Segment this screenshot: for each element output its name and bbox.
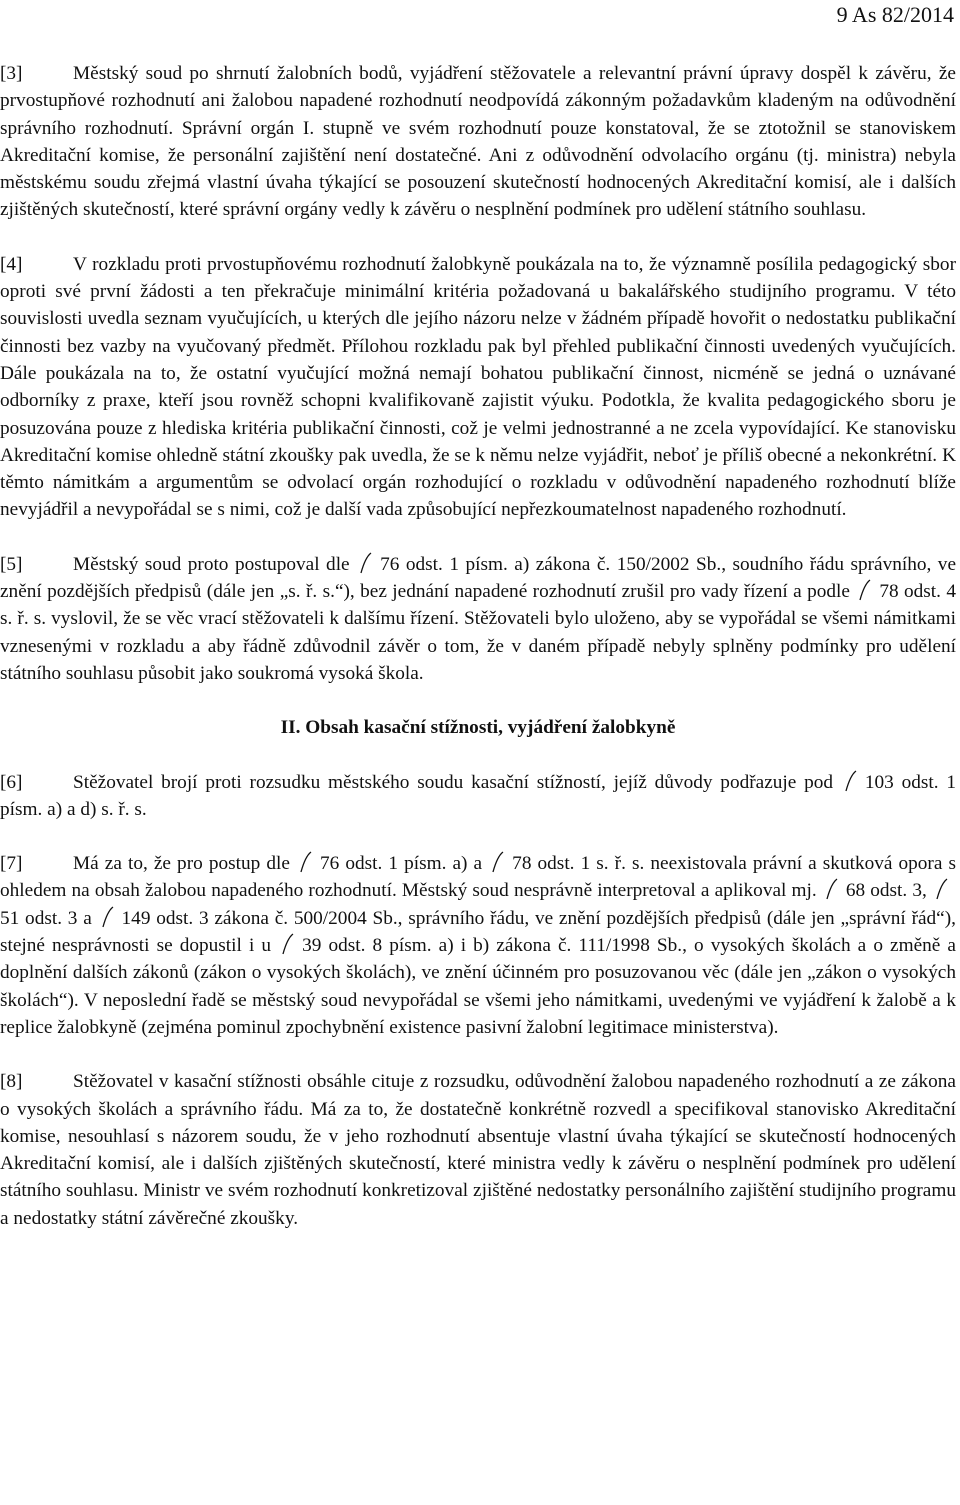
section-sign-icon	[100, 906, 116, 928]
section-sign-icon	[358, 552, 374, 574]
section-sign-icon	[280, 933, 296, 955]
section-sign-icon	[934, 878, 950, 900]
section-sign-icon	[298, 851, 314, 873]
paragraph-text: Má za to, že pro postup dle	[73, 853, 296, 875]
paragraph-number: [6]	[0, 771, 23, 793]
paragraph-text: 51 odst. 3 a	[0, 907, 98, 929]
paragraph-number: [8]	[0, 1071, 23, 1093]
paragraph-number: [7]	[0, 853, 23, 875]
paragraph	[0, 60, 956, 224]
paragraph-text: 78 odst. 1 s. ř. s. neexistovala právní a skutková opora s ohledem na obsah žalobou napadeného rozhodnutí. Městský soud nesprávně interpretoval a aplikoval mj.	[0, 853, 956, 902]
document-body	[0, 60, 956, 1259]
paragraph	[0, 251, 956, 524]
case-number: 9 As 82/2014	[836, 2, 954, 27]
paragraph-text: 76 odst. 1 písm. a) a	[319, 853, 489, 875]
paragraph-text: V rozkladu proti prvostupňovému rozhodnutí žalobkyně poukázala na to, že významně posílila pedagogický sbor oproti své první žádosti a ten překračuje minimální kritéria požadovaná u bakalářského studijního programu. V této souvislosti uvedla seznam vyučujících, u kterých dle jejího názoru nelze v žádném případě hovořit o nedostatku publikační činnosti bez vazby na vyučovaný předmět. Přílohou rozkladu pak byl přehled publikační činnosti uvedených vyučujících. Dále poukázala na to, že ostatní vyučující možná nemají bohatou publikační činnost, nicméně se jedná o uznávané odborníky z praxe, kteří jsou rovněž schopni kvalifikovaně zajistit výuku. Podotkla, že kvalita pedagogického sboru je posuzována pouze z hlediska kritéria publikační činnosti, což je velmi jednostranné a ne zcela vypovídající. Ke stanovisku Akreditační komise ohledně státní zkoušky pak uvedla, že se k němu nelze vyjádřit, neboť je příliš obecné a nekonkrétní. K těmto námitkám a argumentům se odvolací orgán rozhodující o rozkladu v odůvodnění napadeného rozhodnutí blíže nevyjádřil a nevypořádal se s nimi, což je další vada způsobující nepřezkoumatelnost napadeného rozhodnutí.	[0, 253, 956, 521]
paragraph-text: Stěžovatel brojí proti rozsudku městského soudu kasační stížností, jejíž důvody podřazuje pod	[73, 771, 841, 793]
paragraph-number: [4]	[0, 253, 23, 275]
paragraph-text: 149 odst. 3 zákona č. 500/2004 Sb., správního řádu, ve znění pozdějších předpisů (dále jen „správní řád“), stejné nesprávnosti se dopustil i u	[0, 907, 956, 957]
paragraph-text: 39 odst. 8 písm. a) i b) zákona č. 111/1998 Sb., o vysokých školách a o změně a doplnění dalších zákonů (zákon o vysokých školách), ve znění účinném pro posuzovanou věc (dále jen „zákon o vysokých školách“). V neposlední řadě se městský soud nevypořádal se všemi jeho námitkami, uvedenými ve vyjádření k žalobě a k replice žalobkyně (zejména pominul zpochybnění existence pasivní žalobní legitimace ministerstva).	[0, 935, 956, 1038]
section-sign-icon	[490, 851, 506, 873]
paragraph-number: [3]	[0, 63, 23, 84]
section-sign-icon	[843, 770, 859, 792]
paragraph	[0, 769, 956, 824]
paragraph-text: 68 odst. 3,	[845, 880, 932, 902]
paragraph-text: 78 odst. 4 s. ř. s. vyslovil, že se věc vrací stěžovateli k dalšímu řízení. Stěžovateli bylo uloženo, aby se vypořádal se všemi námitkami vznesenými v rozkladu a aby řádně zdůvodnil závěr o tom, že v daném případě nebyly splněny podmínky pro udělení státního souhlasu působit jako soukromá vysoká škola.	[0, 581, 956, 684]
section-sign-icon	[824, 878, 840, 900]
paragraph-text: Městský soud proto postupoval dle	[73, 553, 357, 575]
paragraph-text: Stěžovatel v kasační stížnosti obsáhle cituje z rozsudku, odůvodnění žalobou napadeného rozhodnutí a ze zákona o vysokých školách a správního řádu. Má za to, že dostatečně konkrétně rozvedl a specifikoval stanovisko Akreditační komise, nesouhlasí s názorem soudu, že v jeho rozhodnutí absentuje vlastní úvaha týkající se skutečností hodnocených Akreditační komisí, ale i dalších zjištěných skutečností, které ministra vedly k závěru o nesplnění podmínek pro udělení státního souhlasu. Ministr ve svém rozhodnutí konkretizoval zjištěné nedostatky personálního zajištění studijního programu a nedostatky státní závěrečné zkoušky.	[0, 1071, 956, 1229]
section-heading: II. Obsah kasační stížnosti, vyjádření žalobkyně	[280, 717, 676, 739]
section-sign-icon	[857, 579, 873, 601]
paragraph	[0, 850, 956, 1041]
paragraph	[0, 551, 956, 687]
paragraph-text: 103 odst. 1 písm. a) a d) s. ř. s.	[0, 771, 956, 820]
paragraph-text: 76 odst. 1 písm. a) zákona č. 150/2002 Sb., soudního řádu správního, ve znění pozdějších předpisů (dále jen „s. ř. s.“), bez jednání napadené rozhodnutí zrušil pro vady řízení a podle	[0, 553, 957, 603]
paragraph-number: [5]	[0, 553, 23, 575]
paragraph	[0, 1068, 956, 1232]
paragraph-text: Městský soud po shrnutí žalobních bodů, vyjádření stěžovatele a relevantní právní úpravy dospěl k závěru, že prvostupňové rozhodnutí ani žalobou napadené rozhodnutí neodpovídá zákonným požadavkům kladeným na odůvodnění správního rozhodnutí. Správní orgán I. stupně ve svém rozhodnutí pouze konstatoval, že se ztotožnil se stanoviskem Akreditační komise, že personální zajištění není dostatečné. Ani z odůvodnění odvolacího orgánu (tj. ministra) nebyla městskému soudu zřejmá vlastní úvaha týkající se posouzení skutečností hodnocených Akreditační komisí, ale i dalších zjištěných skutečností, které správní orgány vedly k závěru o nesplnění podmínek pro udělení státního souhlasu.	[0, 63, 956, 221]
